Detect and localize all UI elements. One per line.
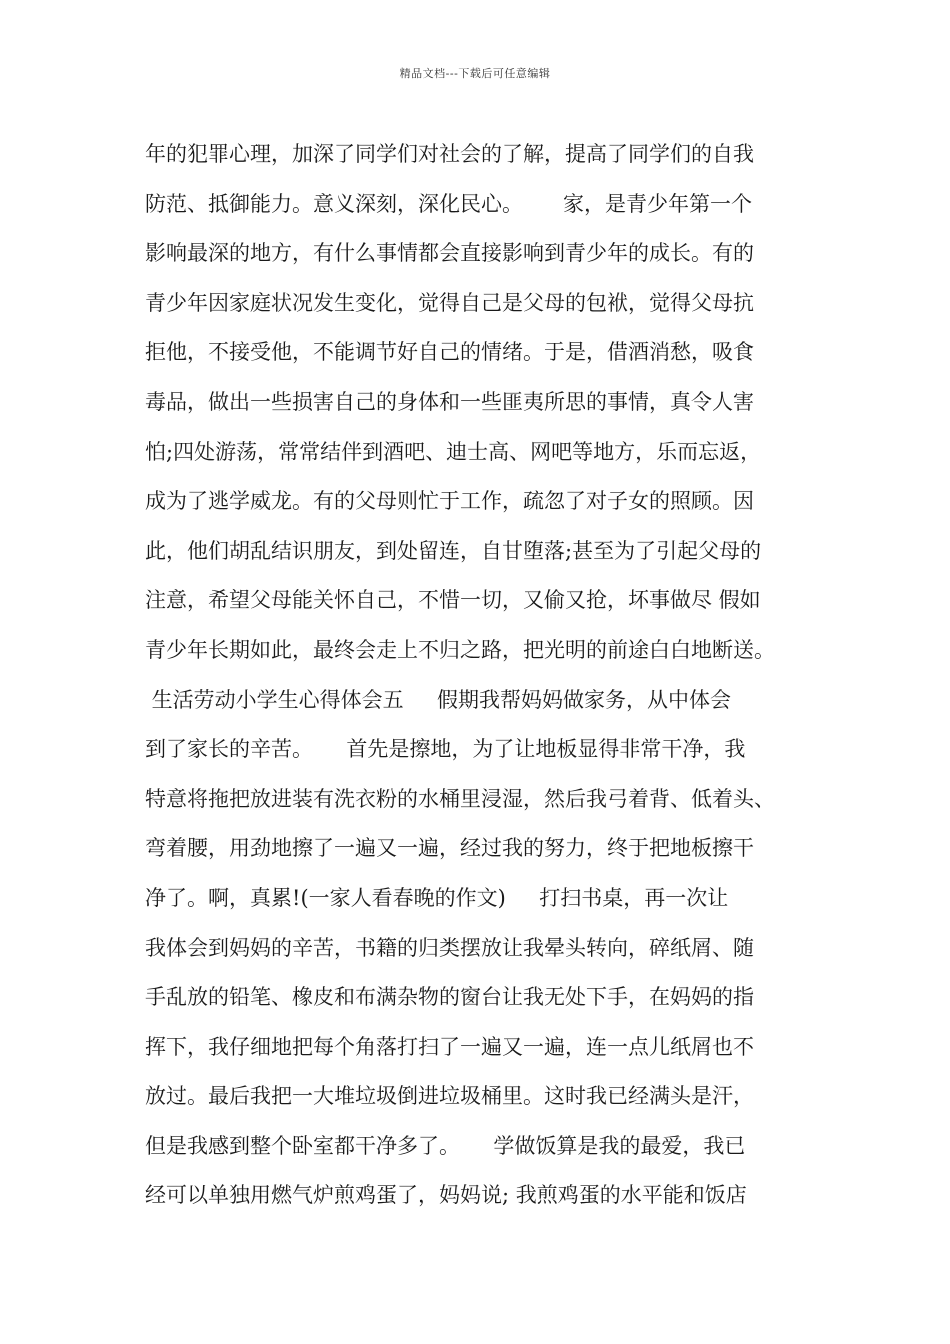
text-line: 怕;四处游荡，常常结伴到酒吧、迪士高、网吧等地方，乐而忘返， xyxy=(145,439,762,464)
text-line: 弯着腰，用劲地擦了一遍又一遍，经过我的努力，终于把地板擦干 xyxy=(145,836,754,861)
text-line: 拒他，不接受他，不能调节好自己的情绪。于是，借酒消愁，吸食 xyxy=(145,340,754,365)
text-line: 青少年长期如此，最终会走上不归之路，把光明的前途白白地断送。 xyxy=(145,637,775,662)
text-line: 特意将拖把放进装有洗衣粉的水桶里浸湿，然后我弓着背、低着头、 xyxy=(145,786,775,811)
text-line: 经可以单独用燃气炉煎鸡蛋了，妈妈说; 我煎鸡蛋的水平能和饭店 xyxy=(145,1183,747,1208)
text-line: 手乱放的铅笔、橡皮和布满杂物的窗台让我无处下手，在妈妈的指 xyxy=(145,985,754,1010)
body-text xyxy=(145,130,825,1221)
text-line: 年的犯罪心理，加深了同学们对社会的了解，提高了同学们的自我 xyxy=(145,142,754,166)
text-line: 毒品，做出一些损害自己的身体和一些匪夷所思的事情，真令人害 xyxy=(145,389,754,414)
text-line: 放过。最后我把一大堆垃圾倒进垃圾桶里。这时我已经满头是汗， xyxy=(145,1084,754,1109)
page-header: 精品文档---下载后可任意编辑 xyxy=(399,67,551,80)
text-line: 影响最深的地方，有什么事情都会直接影响到青少年的成长。有的 xyxy=(145,241,754,266)
text-line: 青少年因家庭状况发生变化，觉得自己是父母的包袱，觉得父母抗 xyxy=(145,290,754,315)
text-line: 我体会到妈妈的辛苦，书籍的归类摆放让我晕头转向，碎纸屑、随 xyxy=(145,935,754,960)
text-line: 防范、抵御能力。意义深刻，深化民心。 家，是青少年第一个 xyxy=(145,191,753,216)
text-line: 成为了逃学威龙。有的父母则忙于工作，疏忽了对子女的照顾。因 xyxy=(145,489,754,514)
text-line: 挥下，我仔细地把每个角落打扫了一遍又一遍，连一点儿纸屑也不 xyxy=(145,1034,754,1059)
text-line: 到了家长的辛苦。 首先是擦地，为了让地板显得非常干净，我 xyxy=(145,737,746,762)
text-line: 但是我感到整个卧室都干净多了。 学做饭算是我的最爱，我已 xyxy=(145,1133,746,1158)
text-line: 注意，希望父母能关怀自己，不惜一切，又偷又抢，坏事做尽 假如 xyxy=(145,588,761,613)
text-line: 此，他们胡乱结识朋友，到处留连，自甘堕落;甚至为了引起父母的 xyxy=(145,538,762,563)
text-line: 净了。啊，真累!(一家人看春晚的作文) 打扫书桌，再一次让 xyxy=(145,885,729,910)
section-heading-line: 生活劳动小学生心得体会五 假期我帮妈妈做家务，从中体会 xyxy=(145,687,732,712)
